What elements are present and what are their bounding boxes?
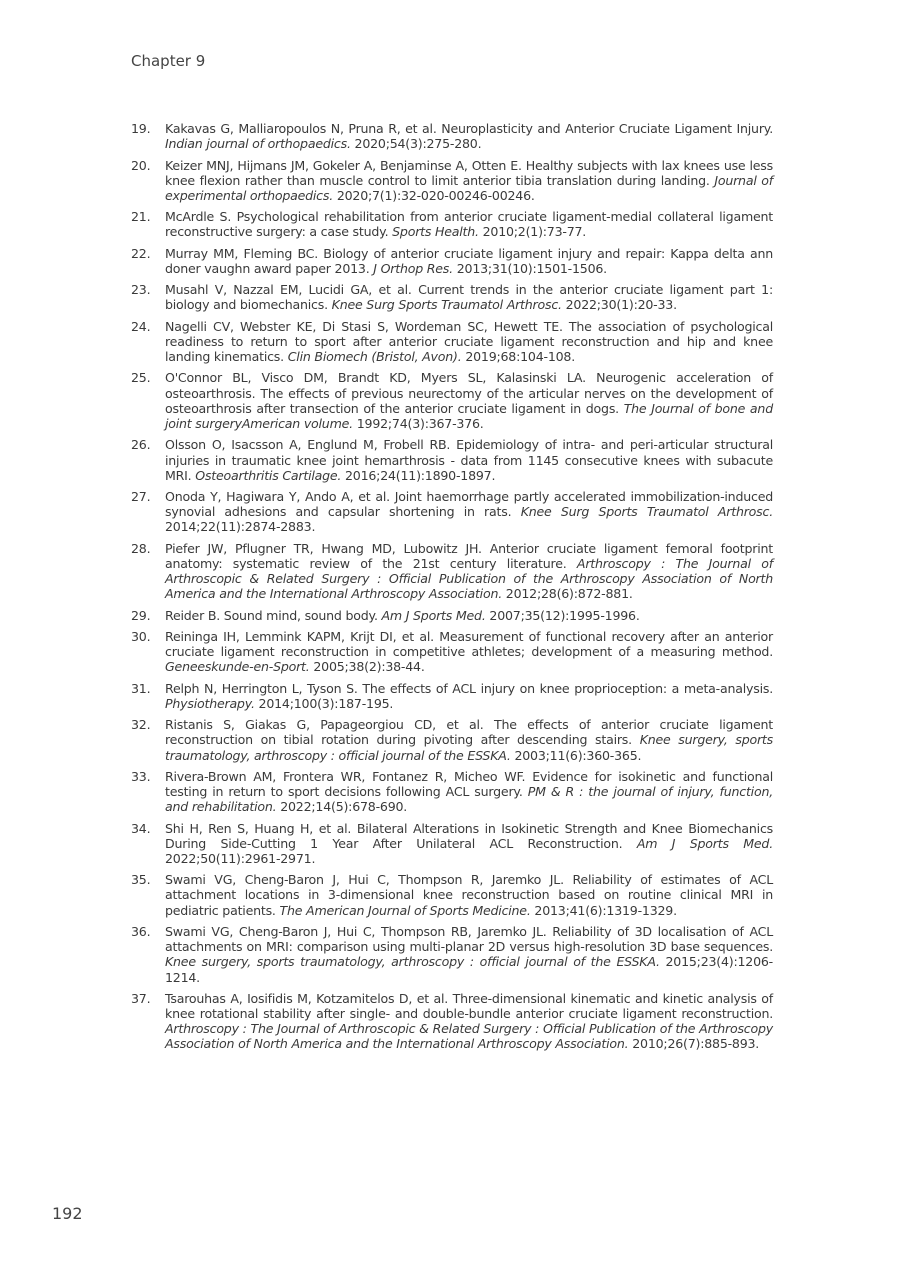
reference-number: 27. — [131, 489, 151, 505]
reference-number: 33. — [131, 768, 151, 784]
reference-journal: Journal of experimental orthopaedics. — [165, 172, 773, 203]
reference-details: 2010;26(7):885-893. — [632, 1036, 760, 1052]
reference-details: 1992;74(3):367-376. — [356, 416, 484, 432]
reference-text — [165, 629, 773, 675]
reference-number: 30. — [131, 628, 151, 644]
reference-text — [165, 319, 773, 365]
reference-journal: Knee Surg Sports Traumatol Arthrosc. — [520, 504, 773, 520]
reference-authors: Musahl V, Nazzal EM, Lucidi GA, et al. Current trends in the anterior cruciate ligament part 1: biology and biomechanics. — [165, 282, 773, 313]
chapter-header: Chapter 9 — [131, 52, 206, 70]
reference-item — [131, 121, 773, 151]
reference-journal: PM & R : the journal of injury, function, and rehabilitation. — [165, 784, 773, 815]
reference-number: 29. — [131, 607, 151, 623]
reference-journal: Knee surgery, sports traumatology, arthroscopy : official journal of the ESSKA. — [165, 954, 660, 970]
reference-details: 2005;38(2):38-44. — [313, 659, 425, 675]
reference-authors: Onoda Y, Hagiwara Y, Ando A, et al. Joint haemorrhage partly accelerated immobilization-induced synovial adhesions and capsular shortening in rats. — [165, 489, 773, 520]
reference-item — [131, 541, 773, 602]
reference-number: 21. — [131, 209, 151, 225]
reference-details: 2022;14(5):678-690. — [280, 799, 408, 815]
reference-journal: Knee surgery, sports traumatology, arthroscopy : official journal of the ESSKA. — [165, 732, 773, 763]
reference-item — [131, 991, 773, 1052]
reference-list — [131, 121, 773, 1058]
reference-details: 2003;11(6):360-365. — [514, 747, 642, 763]
reference-journal: Am J Sports Med. — [381, 607, 486, 623]
reference-details: 2016;24(11):1890-1897. — [345, 467, 496, 483]
reference-text — [165, 282, 773, 312]
reference-authors: Swami VG, Cheng-Baron J, Hui C, Thompson R, Jaremko JL. Reliability of estimates of ACL attachment locations in 3-dimensional knee reconstruction based on routine clinical MRI in pediatric patients. — [165, 872, 773, 918]
reference-details: 2014;100(3):187-195. — [258, 695, 394, 711]
reference-details: 2012;28(6):872-881. — [505, 586, 633, 602]
reference-text — [165, 924, 773, 985]
reference-journal: J Orthop Res. — [373, 260, 453, 276]
reference-authors: Rivera-Brown AM, Frontera WR, Fontanez R, Micheo WF. Evidence for isokinetic and functional testing in return to sport decisions following ACL surgery. — [165, 768, 773, 800]
reference-text — [165, 717, 773, 763]
reference-journal: Clin Biomech (Bristol, Avon). — [287, 349, 462, 365]
reference-number: 37. — [131, 990, 151, 1006]
reference-text — [165, 769, 773, 815]
reference-number: 19. — [131, 121, 151, 136]
reference-journal: Geneeskunde-en-Sport. — [165, 659, 310, 675]
reference-details: 2010;2(1):73-77. — [482, 224, 587, 240]
reference-number: 36. — [131, 923, 151, 939]
reference-item — [131, 821, 773, 867]
reference-authors: Reider B. Sound mind, sound body. — [165, 607, 378, 623]
reference-journal: Arthroscopy : The Journal of Arthroscopic & Related Surgery : Official Publication of the Arthroscopy Association of North America and the International Arthroscopy Association. — [165, 555, 773, 602]
reference-number: 24. — [131, 318, 151, 334]
reference-item — [131, 924, 773, 985]
reference-authors: Swami VG, Cheng-Baron J, Hui C, Thompson RB, Jaremko JL. Reliability of 3D localisation of ACL attachments on MRI: comparison using multi-planar 2D versus high-resolution 3D base sequences. — [165, 923, 773, 955]
reference-authors: Olsson O, Isacsson A, Englund M, Frobell RB. Epidemiology of intra- and peri-articular structural injuries in traumatic knee joint hemarthrosis - data from 1145 consecutive knees with subacute MRI. — [165, 437, 773, 483]
reference-authors: O'Connor BL, Visco DM, Brandt KD, Myers SL, Kalasinski LA. Neurogenic acceleration of osteoarthrosis. The effects of previous neurectomy of the articular nerves on the development of osteoarthrosis after transection of the anterior cruciate ligament in dogs. — [165, 370, 773, 416]
reference-authors: Piefer JW, Pflugner TR, Hwang MD, Lubowitz JH. Anterior cruciate ligament femoral footprint anatomy: systematic review of the 21st century literature. — [165, 540, 773, 571]
reference-authors: Tsarouhas A, Iosifidis M, Kotzamitelos D, et al. Three-dimensional kinematic and kinetic analysis of knee rotational stability after single- and double-bundle anterior cruciate ligament reconstruction. — [165, 990, 773, 1022]
reference-details: 2019;68:104-108. — [465, 349, 575, 365]
reference-details: 2013;41(6):1319-1329. — [534, 902, 677, 918]
reference-authors: Murray MM, Fleming BC. Biology of anterior cruciate ligament injury and repair: Kappa delta ann doner vaughn award paper 2013. — [165, 245, 773, 276]
reference-number: 31. — [131, 680, 151, 696]
reference-details: 2014;22(11):2874-2883. — [165, 519, 316, 535]
reference-journal: The Journal of bone and joint surgeryAmerican volume. — [165, 400, 773, 432]
reference-authors: McArdle S. Psychological rehabilitation from anterior cruciate ligament-medial collateral ligament reconstructive surgery: a case study. — [165, 209, 773, 240]
reference-item — [131, 370, 773, 431]
reference-item — [131, 437, 773, 483]
reference-details: 2015;23(4):1206-1214. — [165, 954, 773, 985]
reference-authors: Shi H, Ren S, Huang H, et al. Bilateral Alterations in Isokinetic Strength and Knee Biomechanics During Side-Cutting 1 Year After Unilateral ACL Reconstruction. — [165, 820, 773, 851]
reference-number: 25. — [131, 370, 151, 386]
reference-item — [131, 158, 773, 204]
reference-authors: Ristanis S, Giakas G, Papageorgiou CD, et al. The effects of anterior cruciate ligament reconstruction on tibial rotation during pivoting after descending stairs. — [165, 717, 773, 748]
reference-item — [131, 717, 773, 763]
page-number: 192 — [52, 1204, 83, 1223]
reference-details: 2022;30(1):20-33. — [565, 297, 677, 313]
reference-item — [131, 246, 773, 276]
reference-authors: Keizer MNJ, Hijmans JM, Gokeler A, Benjaminse A, Otten E. Healthy subjects with lax knees use less knee flexion rather than muscle control to limit anterior tibia translation during landing. — [165, 157, 773, 188]
reference-item — [131, 319, 773, 365]
reference-text — [165, 246, 773, 276]
reference-journal: Arthroscopy : The Journal of Arthroscopic & Related Surgery : Official Publication of the Arthroscopy Association of North America and the International Arthroscopy Association. — [165, 1021, 773, 1052]
reference-number: 20. — [131, 157, 151, 173]
reference-number: 22. — [131, 245, 151, 261]
reference-text — [165, 489, 773, 535]
reference-text — [165, 872, 773, 918]
reference-details: 2013;31(10):1501-1506. — [456, 260, 607, 276]
reference-text — [165, 541, 773, 602]
reference-authors: Nagelli CV, Webster KE, Di Stasi S, Wordeman SC, Hewett TE. The association of psychological readiness to return to sport after anterior cruciate ligament reconstruction and hip and knee landing kinematics. — [165, 318, 773, 365]
reference-journal: Am J Sports Med. — [636, 835, 773, 851]
reference-number: 32. — [131, 717, 151, 733]
reference-text — [165, 608, 773, 623]
reference-details: 2020;54(3):275-280. — [354, 136, 482, 152]
reference-journal: Physiotherapy. — [165, 695, 255, 711]
reference-journal: Knee Surg Sports Traumatol Arthrosc. — [331, 297, 562, 313]
reference-text — [165, 370, 773, 431]
reference-text — [165, 121, 773, 151]
reference-authors: Reininga IH, Lemmink KAPM, Krijt DI, et al. Measurement of functional recovery after an anterior cruciate ligament reconstruction in competitive athletes; development of a measuring method. — [165, 628, 773, 660]
reference-text — [165, 209, 773, 239]
reference-number: 23. — [131, 282, 151, 298]
reference-item — [131, 872, 773, 918]
reference-item — [131, 769, 773, 815]
reference-number: 26. — [131, 437, 151, 453]
reference-details: 2020;7(1):32-020-00246-00246. — [336, 187, 535, 203]
reference-journal: Indian journal of orthopaedics. — [165, 136, 351, 152]
reference-text — [165, 991, 773, 1052]
reference-text — [165, 681, 773, 711]
reference-item — [131, 608, 773, 623]
reference-text — [165, 158, 773, 204]
reference-number: 28. — [131, 540, 151, 556]
reference-details: 2007;35(12):1995-1996. — [489, 607, 640, 623]
reference-number: 34. — [131, 820, 151, 836]
reference-item — [131, 282, 773, 312]
reference-item — [131, 629, 773, 675]
reference-authors: Kakavas G, Malliaropoulos N, Pruna R, et al. Neuroplasticity and Anterior Cruciate Ligament Injury. — [165, 121, 773, 136]
reference-authors: Relph N, Herrington L, Tyson S. The effects of ACL injury on knee proprioception: a meta-analysis. — [165, 680, 773, 696]
reference-item — [131, 681, 773, 711]
reference-journal: Osteoarthritis Cartilage. — [195, 467, 342, 483]
reference-item — [131, 489, 773, 535]
reference-journal: Sports Health. — [392, 224, 479, 240]
reference-item — [131, 209, 773, 239]
reference-journal: The American Journal of Sports Medicine. — [279, 902, 531, 918]
reference-number: 35. — [131, 872, 151, 888]
reference-text — [165, 821, 773, 867]
reference-text — [165, 437, 773, 483]
reference-details: 2022;50(11):2961-2971. — [165, 850, 316, 866]
